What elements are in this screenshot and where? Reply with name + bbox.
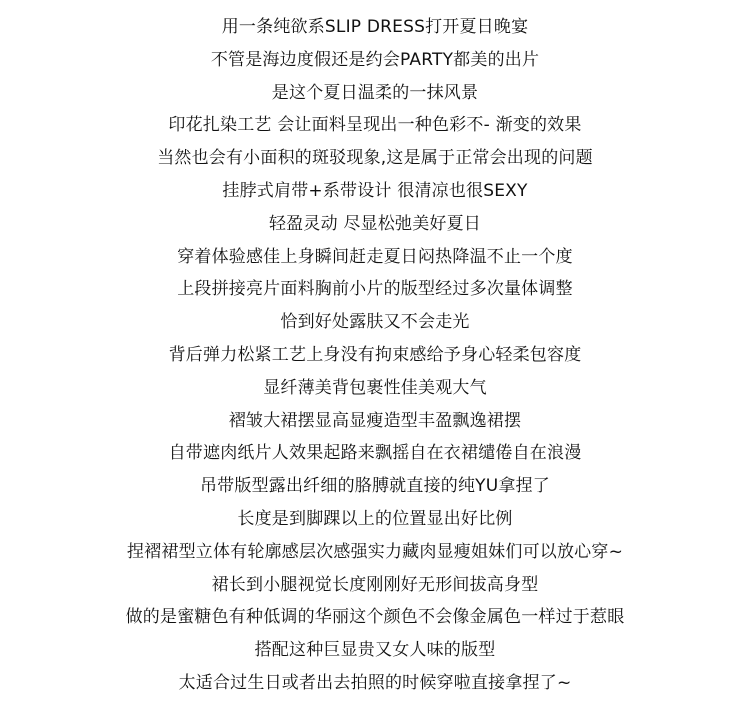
description-line: 穿着体验感佳上身瞬间赶走夏日闷热降温不止一个度 — [177, 246, 573, 267]
description-line: 长度是到脚踝以上的位置显出好比例 — [237, 508, 513, 529]
description-line: 吊带版型露出纤细的胳膊就直接的纯YU拿捏了 — [199, 476, 551, 497]
description-line: 不管是海边度假还是约会PARTY都美的出片 — [210, 49, 540, 70]
description-line: 做的是蜜糖色有种低调的华丽这个颜色不会像金属色一样过于惹眼 — [125, 607, 625, 628]
description-line: 捏褶裙型立体有轮廓感层次感强实力藏肉显瘦姐妹们可以放心穿~ — [126, 541, 624, 562]
description-line: 搭配这种巨显贵又女人味的版型 — [254, 640, 496, 661]
description-line: 轻盈灵动 尽显松弛美好夏日 — [268, 213, 481, 234]
description-line: 上段拼接亮片面料胸前小片的版型经过多次量体调整 — [177, 279, 573, 300]
description-line: 用一条纯欲系SLIP DRESS打开夏日晚宴 — [221, 17, 529, 37]
description-line: 裙长到小腿视觉长度刚刚好无形间拔高身型 — [211, 574, 539, 595]
description-line: 挂脖式肩带+系带设计 很清凉也很SEXY — [222, 180, 528, 201]
description-line: 背后弹力松紧工艺上身没有拘束感给予身心轻柔包容度 — [168, 344, 582, 365]
description-line: 显纤薄美背包裹性佳美观大气 — [263, 377, 487, 398]
description-line: 恰到好处露肤又不会走光 — [280, 312, 470, 333]
description-line: 印花扎染工艺 会让面料呈现出一种色彩不- 渐变的效果 — [168, 115, 582, 136]
description-line: 自带遮肉纸片人效果起路来飘摇自在衣裙缱倦自在浪漫 — [168, 443, 582, 464]
description-line: 褶皱大裙摆显高显瘦造型丰盈飘逸裙摆 — [228, 410, 522, 431]
description-line: 当然也会有小面积的斑驳现象,这是属于正常会出现的问题 — [157, 148, 593, 169]
description-line: 太适合过生日或者出去拍照的时候穿啦直接拿捏了~ — [178, 672, 572, 693]
description-line: 是这个夏日温柔的一抹风景 — [271, 82, 479, 103]
